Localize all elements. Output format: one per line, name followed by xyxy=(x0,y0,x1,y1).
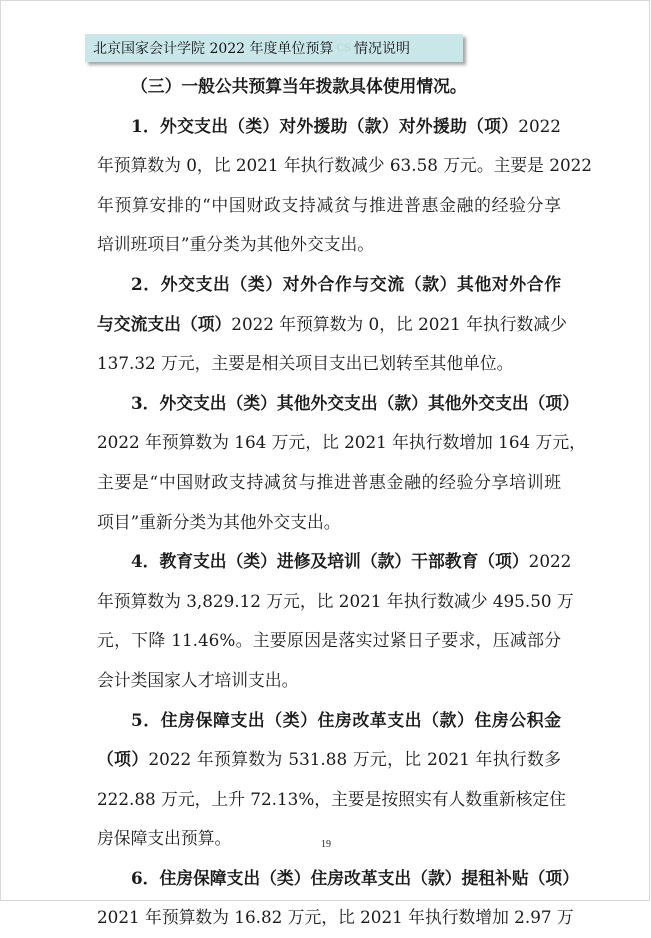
line-segment: 4．教育支出（类）进修及培训（款）干部教育（项） xyxy=(131,551,529,572)
text-line xyxy=(97,107,561,147)
text-line xyxy=(97,701,561,741)
text-line xyxy=(97,344,561,384)
page-number: 19 xyxy=(321,839,331,850)
line-segment: 137.32 万元，主要是相关项目支出已划转至其他单位。 xyxy=(97,353,514,374)
text-line xyxy=(97,265,561,305)
line-segment: 3．外交支出（类）其他外交支出（款）其他外交支出（项） xyxy=(131,392,579,413)
line-segment: 元，下降 11.46%。主要原因是落实过紧日子要求，压减部分 xyxy=(97,630,561,651)
text-line xyxy=(97,225,561,265)
line-segment: 2．外交支出（类）对外合作与交流（款）其他对外合作 xyxy=(131,273,561,294)
text-line xyxy=(97,898,574,938)
line-segment: 主要是“中国财政支持减贫与推进普惠金融的经验分享培训班 xyxy=(97,471,561,492)
body-text xyxy=(97,67,592,938)
line-segment: 2022 年预算数为 164 万元，比 2021 年执行数增加 164 万元， xyxy=(97,432,586,453)
text-line xyxy=(97,384,579,424)
line-segment: 培训班项目”重分类为其他外交支出。 xyxy=(97,234,375,255)
line-segment: 2022 年预算数为 531.88 万元，比 2021 年执行数多 xyxy=(148,749,561,770)
line-segment: 222.88 万元，上升 72.13%，主要是按照实有人数重新核定住 xyxy=(97,788,566,809)
line-segment: 与交流支出（项） xyxy=(97,313,232,334)
text-line xyxy=(97,146,592,186)
text-line xyxy=(97,780,566,820)
line-segment: 年预算安排的“中国财政支持减贫与推进普惠金融的经验分享 xyxy=(97,194,561,215)
line-segment: 年预算数为 0，比 2021 年执行数减少 63.58 万元。主要是 2022 xyxy=(97,155,592,176)
page-header xyxy=(85,34,463,62)
line-segment: 2021 年预算数为 16.82 万元，比 2021 年执行数增加 2.97 万 xyxy=(97,907,574,928)
line-segment: 6．住房保障支出（类）住房改革支出（款）提租补贴（项） xyxy=(131,867,579,888)
text-line xyxy=(97,463,561,503)
line-segment: 2022 xyxy=(518,115,561,136)
line-segment: 项目”重新分类为其他外交支出。 xyxy=(97,511,341,532)
line-text: （三）一般公共预算当年拨款具体使用情况。 xyxy=(131,76,467,96)
text-line xyxy=(97,621,561,661)
line-segment: 2022 年预算数为 0，比 2021 年执行数减少 xyxy=(231,313,567,334)
line-segment: 2022 xyxy=(528,551,572,572)
line-segment: 房保障支出预算。 xyxy=(97,828,232,849)
line-segment: 1．外交支出（类）对外援助（款）对外援助（项） xyxy=(131,115,519,136)
text-line xyxy=(97,423,586,463)
text-line xyxy=(97,859,579,899)
text-line xyxy=(97,503,561,543)
line-segment: 年预算数为 3,829.12 万元，比 2021 年执行数减少 495.50 万 xyxy=(97,590,574,611)
header-watermark: CS xyxy=(336,42,352,54)
line-segment: 会计类国家人才培训支出。 xyxy=(97,669,299,690)
text-line xyxy=(97,740,561,780)
text-line xyxy=(97,582,574,622)
text-line xyxy=(97,186,561,226)
line-segment: 5．住房保障支出（类）住房改革支出（款）住房公积金 xyxy=(131,709,561,730)
header-title-tail: 情况说明 xyxy=(354,41,411,57)
line-segment: （项） xyxy=(97,749,149,770)
text-line xyxy=(97,661,561,701)
text-line xyxy=(97,67,561,107)
header-title: 北京国家会计学院 2022 年度单位预算 xyxy=(93,41,334,57)
text-line xyxy=(97,542,572,582)
text-line xyxy=(97,305,567,345)
